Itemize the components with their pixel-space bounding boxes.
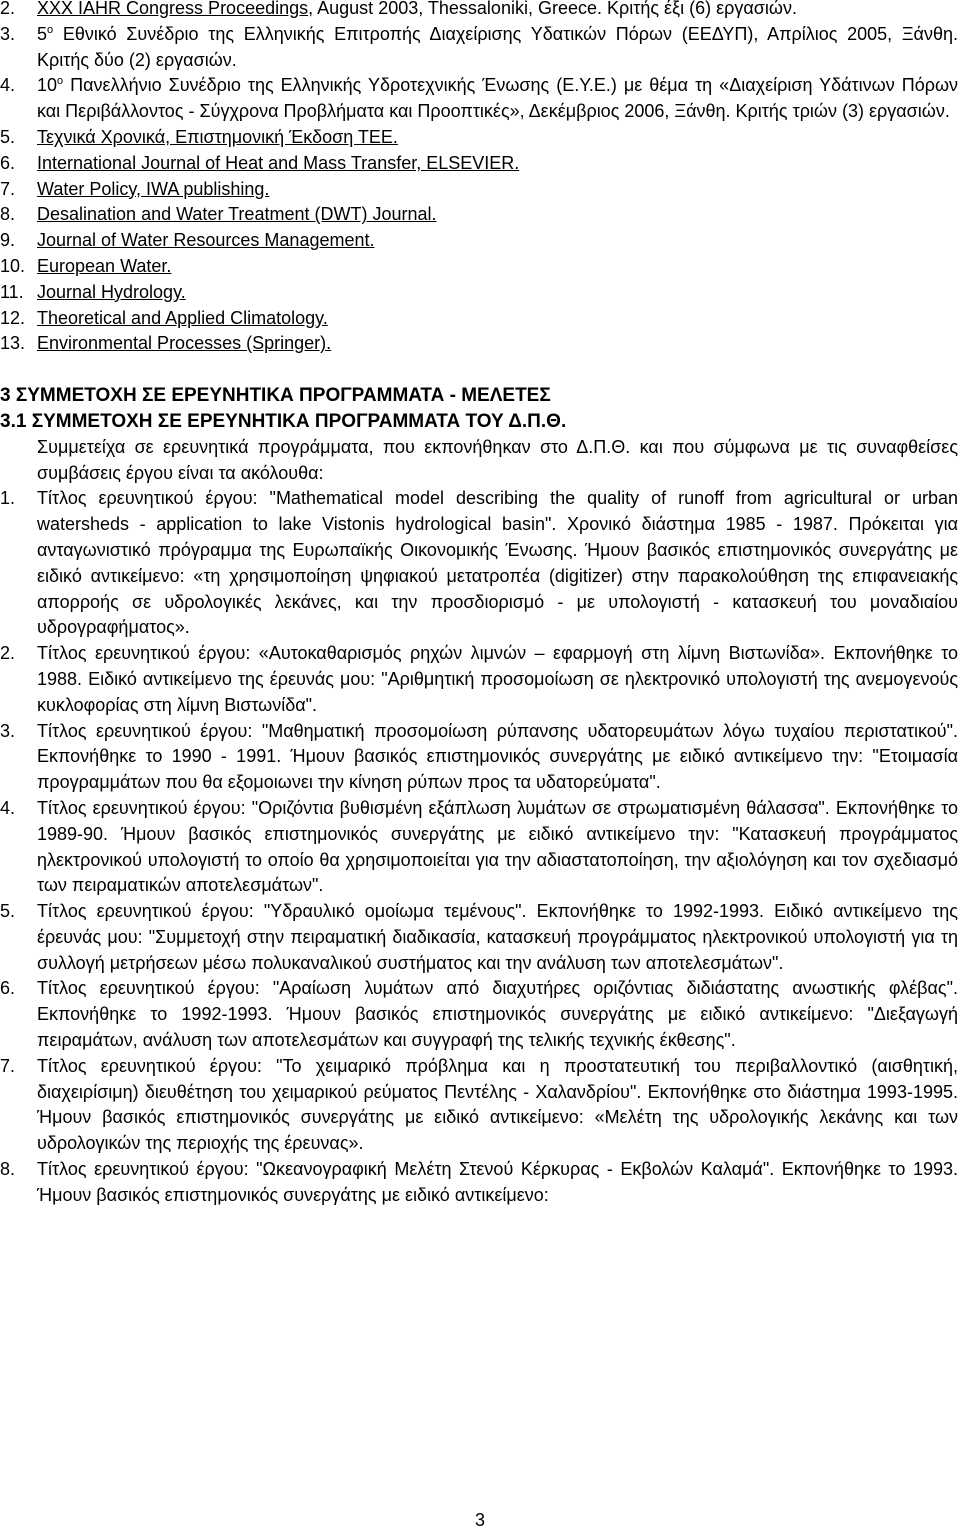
item-number: 2. — [0, 643, 16, 664]
item-number: 8. — [0, 204, 16, 225]
underlined-title: Desalination and Water Treatment (DWT) Journal. — [37, 204, 437, 225]
item-number: 5. — [0, 126, 16, 147]
item-ordinal: 5 — [37, 23, 48, 44]
underlined-title: Journal Hydrology. — [37, 281, 186, 302]
project-description: Τίτλος ερευνητικού έργου: "Υδραυλικό ομοίωμα τεμένους". Εκπονήθηκε το 1992-1993. Ειδικό αντικείμενο της έρευνάς μου: "Συμμετοχή στην πειραματική διαδικασία, κατασκευή προγράμματος ηλεκτρονικού υπολογιστή για τη συλλογή μετρήσεων μέσω πολυκαναλικού συστήματος και την ανάλυση των αποτελεσμάτων". — [37, 901, 958, 973]
item-number: 9. — [0, 230, 16, 251]
item-text — [37, 125, 958, 151]
item-text — [37, 177, 958, 203]
item-text — [37, 306, 958, 332]
underlined-title: Journal of Water Resources Management. — [37, 230, 375, 251]
item-text — [37, 202, 958, 228]
item-text — [37, 22, 958, 74]
project-description: Τίτλος ερευνητικού έργου: "Ωκεανογραφική Μελέτη Στενού Κέρκυρας - Εκβολών Καλαμά". Εκπονήθηκε το 1993. Ήμουν βασικός επιστημονικός συνεργάτης με ειδικό αντικείμενο: — [37, 1159, 958, 1205]
item-number: 7. — [0, 178, 16, 199]
list-item — [0, 228, 958, 254]
subsection-title: 3.1 ΣΥΜΜΕΤΟΧΗ ΣΕ ΕΡΕΥΝΗΤΙΚΑ ΠΡΟΓΡΑΜΜΑΤΑ ΤΟΥ Δ.Π.Θ. — [0, 410, 567, 432]
item-number: 3. — [0, 23, 16, 44]
item-number: 3. — [0, 720, 16, 741]
list-item — [0, 177, 958, 203]
item-text — [37, 228, 958, 254]
item-number: 1. — [0, 488, 16, 509]
project-description: Τίτλος ερευνητικού έργου: "Το χειμαρικό πρόβλημα και η προστατευτική του περιβαλλοντικό (αισθητική, διαχειρίσιμη) διευθέτηση του χειμαρικού ρεύματος Πεντέλης - Χαλανδρίου". Εκπονήθηκε στο διάστημα 1993-1995. Ήμουν βασικός επιστημονικός συνεργάτης με ειδικό αντικείμενο: «Μελέτη της υδρολογικής λεκάνης και των υδρολογικών της περιοχής της έρευνας». — [37, 1055, 958, 1154]
list-item — [0, 1157, 958, 1209]
item-number: 11. — [0, 281, 24, 302]
list-item — [0, 202, 958, 228]
list-item — [0, 254, 958, 280]
item-text — [37, 280, 958, 306]
list-item — [0, 22, 958, 74]
list-item — [0, 899, 958, 976]
ordinal-superscript: ο — [47, 23, 54, 36]
project-description: Τίτλος ερευνητικού έργου: "Μαθηματική προσομοίωση ρύπανσης υδατορευμάτων λόγω τυχαίου περιστατικού". Εκπονήθηκε το 1990 - 1991. Ήμουν βασικός επιστημονικός συνεργάτης με ειδικό αντικείμενο την: "Ετοιμασία προγραμμάτων που θα εξομοιωνει την κίνηση ρύπων προς τα υδατορεύματα". — [37, 720, 958, 793]
list-item — [0, 0, 958, 22]
underlined-title: Environmental Processes (Springer). — [37, 333, 332, 354]
underlined-title: Τεχνικά Χρονικά, Επιστημονική Έκδοση ΤΕΕ. — [37, 126, 398, 147]
item-number: 7. — [0, 1055, 16, 1076]
list-item — [0, 1054, 958, 1157]
project-description: Τίτλος ερευνητικού έργου: "Αραίωση λυμάτων από διαχυτήρες οριζόντιας διδιάστατης ανωστικής φλέβας". Εκπονήθηκε το 1992-1993. Ήμουν βασικός επιστημονικός συνεργάτης με ειδικό αντικείμενο: "Διεξαγωγή πειραμάτων, ανάλυση των αποτελεσμάτων και συγγραφή της τελικής τεχνικής έκθεσης". — [37, 978, 958, 1051]
list-item — [0, 331, 958, 357]
section-title: 3 ΣΥΜΜΕΤΟΧΗ ΣΕ ΕΡΕΥΝΗΤΙΚΑ ΠΡΟΓΡΑΜΜΑΤΑ - ΜΕΛΕΤΕΣ — [0, 385, 551, 407]
project-description: Τίτλος ερευνητικού έργου: "Mathematical model describing the quality of runoff from agricultural or urban watersheds - application to lake Vistonis hydrological basin". Χρονικό διάστημα 1985 - 1987. Πρόκειται για ανταγωνιστικό πρόγραμμα της Ευρωπαϊκής Οικονομικής Ένωσης. Ήμουν βασικός επιστημονικός συνεργάτης με ειδικό αντικείμενο: «τη χρησιμοποίηση ψηφιακού μετατροπέα (digitizer) στην παρακολούθηση της επιφανειακής απορροής σε υδρολογικές λεκάνες, και την προσδιορισμό - με υπολογιστή - κατασκευή του μοναδιαίου υδρογραφήματος». — [37, 488, 958, 638]
list-item — [0, 280, 958, 306]
list-item — [0, 73, 958, 125]
item-text — [37, 0, 958, 22]
intro-paragraph: Συμμετείχα σε ερευνητικά προγράμματα, που εκπονήθηκαν στο Δ.Π.Θ. και που σύμφωνα με τις συναφθείσες συμβάσεις έργου είναι τα ακόλουθα: — [37, 436, 958, 483]
item-number: 12. — [0, 307, 26, 328]
item-number: 8. — [0, 1159, 16, 1180]
list-item — [0, 125, 958, 151]
list-item — [0, 796, 958, 899]
list-item — [0, 151, 958, 177]
item-description: August 2003, Thessaloniki, Greece. Κριτής έξι (6) εργασιών. — [313, 0, 797, 18]
underlined-title: International Journal of Heat and Mass Transfer, ELSEVIER. — [37, 152, 520, 173]
list-item — [0, 976, 958, 1053]
project-description: Τίτλος ερευνητικού έργου: "Οριζόντια βυθισμένη εξάπλωση λυμάτων σε στρωματισμένη θάλασσα". Εκπονήθηκε το 1989-90. Ήμουν βασικός επιστημονικός συνεργάτης με ειδικό αντικείμενο την: "Κατασκευή προγράμματος ηλεκτρονικού υπολογιστή το οποίο θα χρησιμοποιείται για την αδιαστατοποίηση, την αξιολόγηση και τον σχεδιασμό των πειραματικών αποτελεσμάτων". — [37, 797, 958, 896]
item-description: Πανελλήνιο Συνέδριο της Ελληνικής Υδροτεχνικής Ένωσης (Ε.Υ.Ε.) με θέμα τη «Διαχείριση Υδάτινων Πόρων και Περιβάλλοντος - Σύγχρονα Προβλήματα και Προοπτικές», Δεκέμβριος 2006, Ξάνθη. Κριτής τριών (3) εργασιών. — [37, 75, 958, 122]
item-description: Εθνικό Συνέδριο της Ελληνικής Επιτροπής Διαχείρισης Υδατικών Πόρων (ΕΕΔΥΠ), Απρίλιος 2005, Ξάνθη. Κριτής δύο (2) εργασιών. — [37, 23, 958, 70]
item-number: 5. — [0, 901, 16, 922]
spacer — [0, 357, 958, 383]
list-item — [0, 486, 958, 641]
list-item — [0, 719, 958, 796]
item-text — [37, 151, 958, 177]
underlined-title: Water Policy, IWA publishing. — [37, 178, 270, 199]
list-item — [0, 641, 958, 718]
item-number: 13. — [0, 333, 26, 354]
item-number: 4. — [0, 797, 16, 818]
list-item — [0, 306, 958, 332]
item-text — [37, 254, 958, 280]
page-number: 3 — [474, 1510, 485, 1530]
underlined-title: European Water. — [37, 255, 172, 276]
item-number: 2. — [0, 0, 16, 18]
journal-reviewer-list — [0, 0, 958, 357]
item-text — [37, 331, 958, 357]
item-number: 10. — [0, 255, 26, 276]
research-project-list — [0, 486, 958, 1208]
underlined-title: XXX IAHR Congress Proceedings, — [37, 0, 314, 18]
underlined-title: Theoretical and Applied Climatology. — [37, 307, 328, 328]
project-description: Τίτλος ερευνητικού έργου: «Αυτοκαθαρισμός ρηχών λιμνών – εφαρμογή στη λίμνη Βιστωνίδα». Εκπονήθηκε το 1988. Ειδικό αντικείμενο της έρευνάς μου: "Αριθμητική προσομοίωση σε ηλεκτρονικό υπολογιστή της ανεμογενούς κυκλοφορίας στη λίμνη Βιστωνίδα". — [37, 643, 958, 715]
item-ordinal: 10 — [37, 75, 58, 96]
item-text — [37, 73, 958, 125]
item-number: 6. — [0, 978, 16, 999]
ordinal-superscript: ο — [57, 75, 64, 88]
item-number: 6. — [0, 152, 16, 173]
item-number: 4. — [0, 75, 16, 96]
